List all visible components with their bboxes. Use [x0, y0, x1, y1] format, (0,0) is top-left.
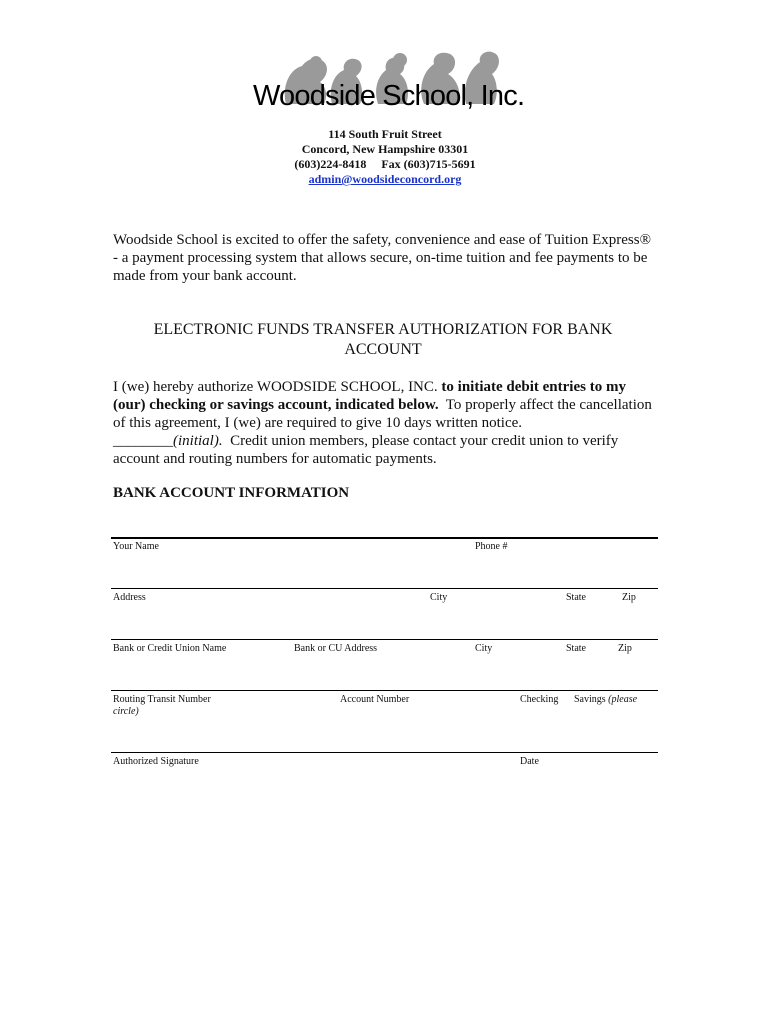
- account-number-field[interactable]: Account Number: [340, 694, 410, 705]
- address-field[interactable]: Address: [113, 592, 146, 603]
- logo-text: Woodside School, Inc.: [253, 80, 525, 112]
- address-street: 114 South Fruit Street: [328, 127, 442, 141]
- section-title: BANK ACCOUNT INFORMATION: [113, 485, 350, 501]
- form-rule-3: [111, 639, 658, 640]
- initial-label: (initial).: [173, 433, 223, 449]
- auth-text-bold: to initiate debit entries to my (our) checking or savings account, indicated below.: [113, 379, 630, 413]
- please-circle-cont: circle): [113, 706, 139, 717]
- routing-number-field[interactable]: Routing Transit Number: [113, 694, 211, 705]
- auth-text-1: I (we) hereby authorize WOODSIDE SCHOOL, INC.: [113, 379, 442, 395]
- date-field[interactable]: Date: [520, 756, 539, 767]
- form-heading: [113, 320, 653, 360]
- state-field[interactable]: State: [566, 592, 586, 603]
- form-rule-top: [111, 537, 658, 539]
- auth-text-2: To properly affect the cancellation of this agreement, I (we) are required to give 10 days written notice.: [113, 397, 656, 431]
- your-name-field[interactable]: Your Name: [113, 541, 159, 552]
- form-rule-2: [111, 588, 658, 589]
- form-heading-line2: ACCOUNT: [344, 341, 422, 358]
- email-link[interactable]: admin@woodsideconcord.org: [308, 172, 462, 186]
- form-heading-line1: ELECTRONIC FUNDS TRANSFER AUTHORIZATION FOR BANK: [153, 321, 613, 338]
- savings-option[interactable]: [574, 694, 637, 706]
- zip-field[interactable]: Zip: [622, 592, 636, 603]
- authorization-paragraph: [113, 378, 656, 468]
- please-circle-note: (please: [608, 694, 638, 705]
- form-rule-5: [111, 752, 658, 753]
- bank-name-field[interactable]: Bank or Credit Union Name: [113, 643, 227, 654]
- checking-option[interactable]: Checking: [520, 694, 559, 705]
- initial-blank[interactable]: ________: [113, 433, 173, 449]
- bank-city-field[interactable]: City: [475, 643, 493, 654]
- savings-label: Savings: [574, 694, 606, 705]
- bank-address-field[interactable]: Bank or CU Address: [294, 643, 378, 654]
- bank-state-field[interactable]: State: [566, 643, 586, 654]
- address-city: Concord, New Hampshire 03301: [301, 142, 469, 156]
- city-field[interactable]: City: [430, 592, 448, 603]
- intro-paragraph: Woodside School is excited to offer the safety, convenience and ease of Tuition Express® - a payment processing system that allows secure, on-time tuition and fee payments to be made from your bank account.: [113, 232, 651, 284]
- form-rule-4: [111, 690, 658, 691]
- phone-field[interactable]: Phone #: [475, 541, 508, 552]
- phone-fax: (603)224-8418 Fax (603)715-5691: [294, 157, 476, 171]
- auth-text-3: Credit union members, please contact your credit union to verify account and routing numbers for automatic payments.: [113, 433, 623, 467]
- bank-zip-field[interactable]: Zip: [618, 643, 632, 654]
- signature-field[interactable]: Authorized Signature: [113, 756, 199, 767]
